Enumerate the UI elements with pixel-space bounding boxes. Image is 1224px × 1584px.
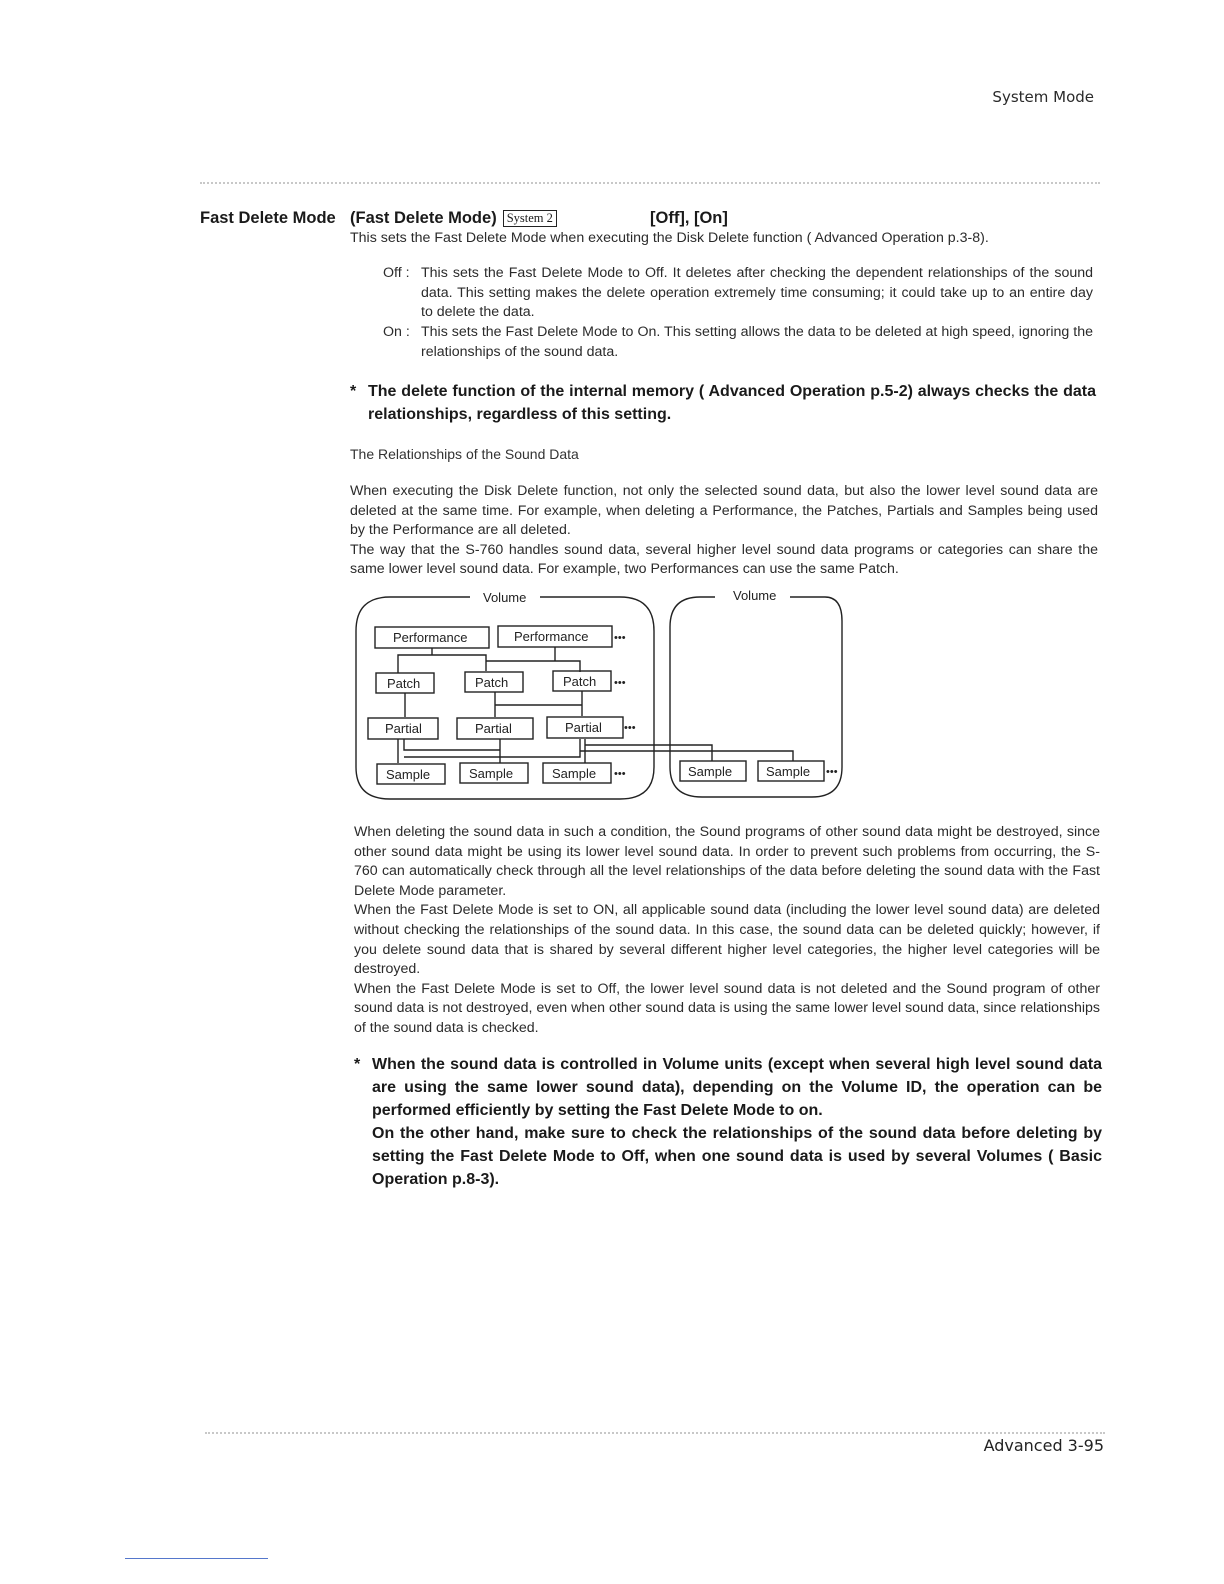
paragraph-line: When deleting the sound data in such a condition, the Sound programs of other sound data might be destroyed, since other sound data might be using its lower level sound data. In order to prevent such problems from occurring, the S-760 can automatically check through all the level relationships of the data before deleting the sound data with the Fast Delete Mode parameter. bbox=[354, 824, 1100, 899]
sample-label: Sample bbox=[766, 764, 811, 779]
option-key: On : bbox=[383, 324, 410, 340]
sample-label: Sample bbox=[552, 766, 597, 781]
link-line bbox=[398, 739, 793, 763]
partial-label: Partial bbox=[385, 721, 422, 736]
note-volume-units bbox=[354, 1053, 1102, 1191]
side-heading: Fast Delete Mode bbox=[200, 209, 336, 227]
option-description: This sets the Fast Delete Mode to On. This setting allows the data to be deleted at high speed, ignoring the relationships of the sound data. bbox=[421, 324, 1093, 360]
running-header: System Mode bbox=[992, 88, 1094, 106]
partial-label: Partial bbox=[565, 720, 602, 735]
option-on bbox=[383, 323, 1098, 362]
patch-label: Patch bbox=[475, 675, 509, 690]
relationships-paragraph bbox=[350, 482, 1098, 580]
asterisk-icon: * bbox=[350, 383, 357, 400]
volume-label: Volume bbox=[483, 590, 527, 605]
top-divider bbox=[200, 182, 1100, 184]
ellipsis: ••• bbox=[624, 722, 636, 734]
ellipsis: ••• bbox=[826, 766, 838, 778]
patch-label: Patch bbox=[563, 674, 597, 689]
sample-label: Sample bbox=[688, 764, 733, 779]
paragraph-line: When the Fast Delete Mode is set to ON, all applicable sound data (including the lower level sound data) are deleted without checking the relationships of the sound data. In this case, the sound data can be deleted quickly; however, if you delete sound data that is shared by several different higher level categories, the higher level categories will be destroyed. bbox=[354, 902, 1100, 978]
parameter-heading bbox=[350, 209, 1110, 228]
link-line bbox=[398, 648, 486, 673]
ellipsis: ••• bbox=[614, 632, 626, 644]
paragraph-line: When executing the Disk Delete function, not only the selected sound data, but also the lower level sound data are deleted at the same time. For example, when deleting a Performance, the Patches, Partials and Samples being used by the Performance are all deleted. bbox=[350, 483, 1098, 539]
parameter-values: [Off], [On] bbox=[650, 209, 728, 227]
link-line bbox=[405, 691, 582, 717]
partial-label: Partial bbox=[475, 721, 512, 736]
sample-label: Sample bbox=[469, 766, 514, 781]
mode-badge: System 2 bbox=[503, 210, 557, 227]
paragraph-line: The way that the S-760 handles sound data, several higher level sound data programs or categories can share the same lower level sound data. For example, two Performances can use the same Patch. bbox=[350, 541, 1098, 578]
volume-relationship-diagram bbox=[350, 585, 850, 805]
subheading: The Relationships of the Sound Data bbox=[350, 446, 579, 462]
asterisk-icon: * bbox=[354, 1056, 361, 1073]
option-description: This sets the Fast Delete Mode to Off. It deletes after checking the dependent relationships of the sound data. This setting makes the delete operation extremely time consuming; it could take up to an entire day to delete the data. bbox=[421, 265, 1093, 321]
footnote-rule bbox=[125, 1558, 268, 1559]
option-off bbox=[383, 264, 1098, 323]
option-key: Off : bbox=[383, 265, 410, 281]
note-text: On the other hand, make sure to check the relationships of the sound data before deleting by setting the Fast Delete Mode to Off, when one sound data is used by several Volumes ( Basic Operation p.8-3). bbox=[372, 1125, 1102, 1188]
volume-label: Volume bbox=[733, 588, 777, 603]
parameter-name: (Fast Delete Mode) bbox=[350, 209, 497, 227]
ellipsis: ••• bbox=[614, 768, 626, 780]
bottom-divider bbox=[205, 1432, 1105, 1434]
fast-delete-explanation bbox=[354, 823, 1100, 1039]
page-number: Advanced 3-95 bbox=[983, 1436, 1104, 1455]
link-line bbox=[486, 647, 580, 672]
note-text: The delete function of the internal memory ( Advanced Operation p.5-2) always checks the data relationships, regardless of this setting. bbox=[368, 383, 1096, 423]
paragraph-line: When the Fast Delete Mode is set to Off, the lower level sound data is not deleted and the Sound program of other sound data is not destroyed, even when other sound data is using the same lower level sound data, since relationships of the sound data is checked. bbox=[354, 980, 1100, 1036]
note-internal-memory bbox=[350, 380, 1096, 426]
ellipsis: ••• bbox=[614, 677, 626, 689]
performance-label: Performance bbox=[514, 629, 589, 644]
patch-label: Patch bbox=[387, 676, 421, 691]
sample-label: Sample bbox=[386, 767, 431, 782]
performance-label: Performance bbox=[393, 630, 468, 645]
parameter-intro: This sets the Fast Delete Mode when executing the Disk Delete function ( Advanced Operation p.3-8). bbox=[350, 230, 989, 246]
note-text: When the sound data is controlled in Volume units (except when several high level sound data are using the same lower sound data), depending on the Volume ID, the operation can be performed efficiently by setting the Fast Delete Mode to on. bbox=[372, 1056, 1102, 1119]
